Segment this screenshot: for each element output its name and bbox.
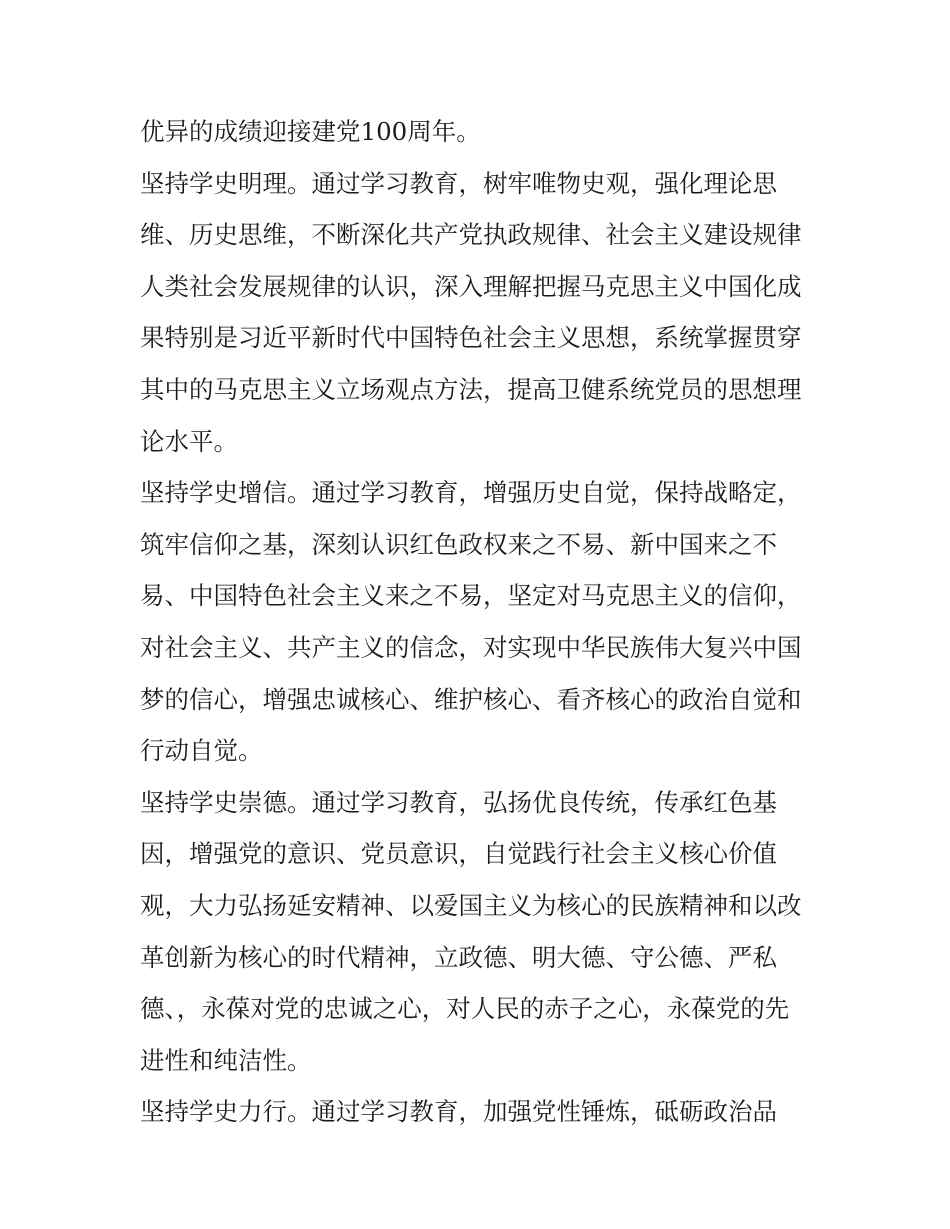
text-line-4: 人类社会发展规律的认识，深入理解把握马克思主义中国化成	[140, 271, 802, 301]
text-line-14: 坚持学史崇德。通过学习教育，弘扬优良传统，传承红色基	[140, 787, 777, 817]
text-line-10: 易、中国特色社会主义来之不易，坚定对马克思主义的信仰，	[140, 581, 802, 611]
text-line-9: 筑牢信仰之基，深刻认识红色政权来之不易、新中国来之不	[140, 529, 777, 559]
text-line-18: 德、，永葆对党的忠诚之心，对人民的赤子之心，永葆党的先	[140, 994, 790, 1024]
text-line-12: 梦的信心，增强忠诚核心、维护核心、看齐核心的政治自觉和	[140, 684, 802, 714]
text-line-13: 行动自觉。	[140, 736, 263, 766]
text-line-19: 进性和纯洁性。	[140, 1045, 312, 1075]
text-line-7: 论水平。	[140, 426, 238, 456]
text-line-20: 坚持学史力行。通过学习教育，加强党性锤炼，砥砺政治品	[140, 1097, 777, 1127]
text-line-8: 坚持学史增信。通过学习教育，增强历史自觉，保持战略定，	[140, 478, 802, 508]
text-line-11: 对社会主义、共产主义的信念，对实现中华民族伟大复兴中国	[140, 632, 802, 662]
text-line-15: 因，增强党的意识、党员意识，自觉践行社会主义核心价值	[140, 839, 777, 869]
text-line-16: 观，大力弘扬延安精神、以爱国主义为核心的民族精神和以改	[140, 890, 802, 920]
text-line-17: 革创新为核心的时代精神，立政德、明大德、守公德、严私	[140, 942, 777, 972]
text-line-6: 其中的马克思主义立场观点方法，提高卫健系统党员的思想理	[140, 374, 802, 404]
text-line-5: 果特别是习近平新时代中国特色社会主义思想，系统掌握贯穿	[140, 323, 802, 353]
text-line-2: 坚持学史明理。通过学习教育，树牢唯物史观，强化理论思	[140, 168, 777, 198]
body-text	[140, 106, 820, 1138]
text-line-1: 优异的成绩迎接建党100周年。	[140, 117, 481, 146]
text-line-3: 维、历史思维，不断深化共产党执政规律、社会主义建设规律	[140, 220, 802, 250]
